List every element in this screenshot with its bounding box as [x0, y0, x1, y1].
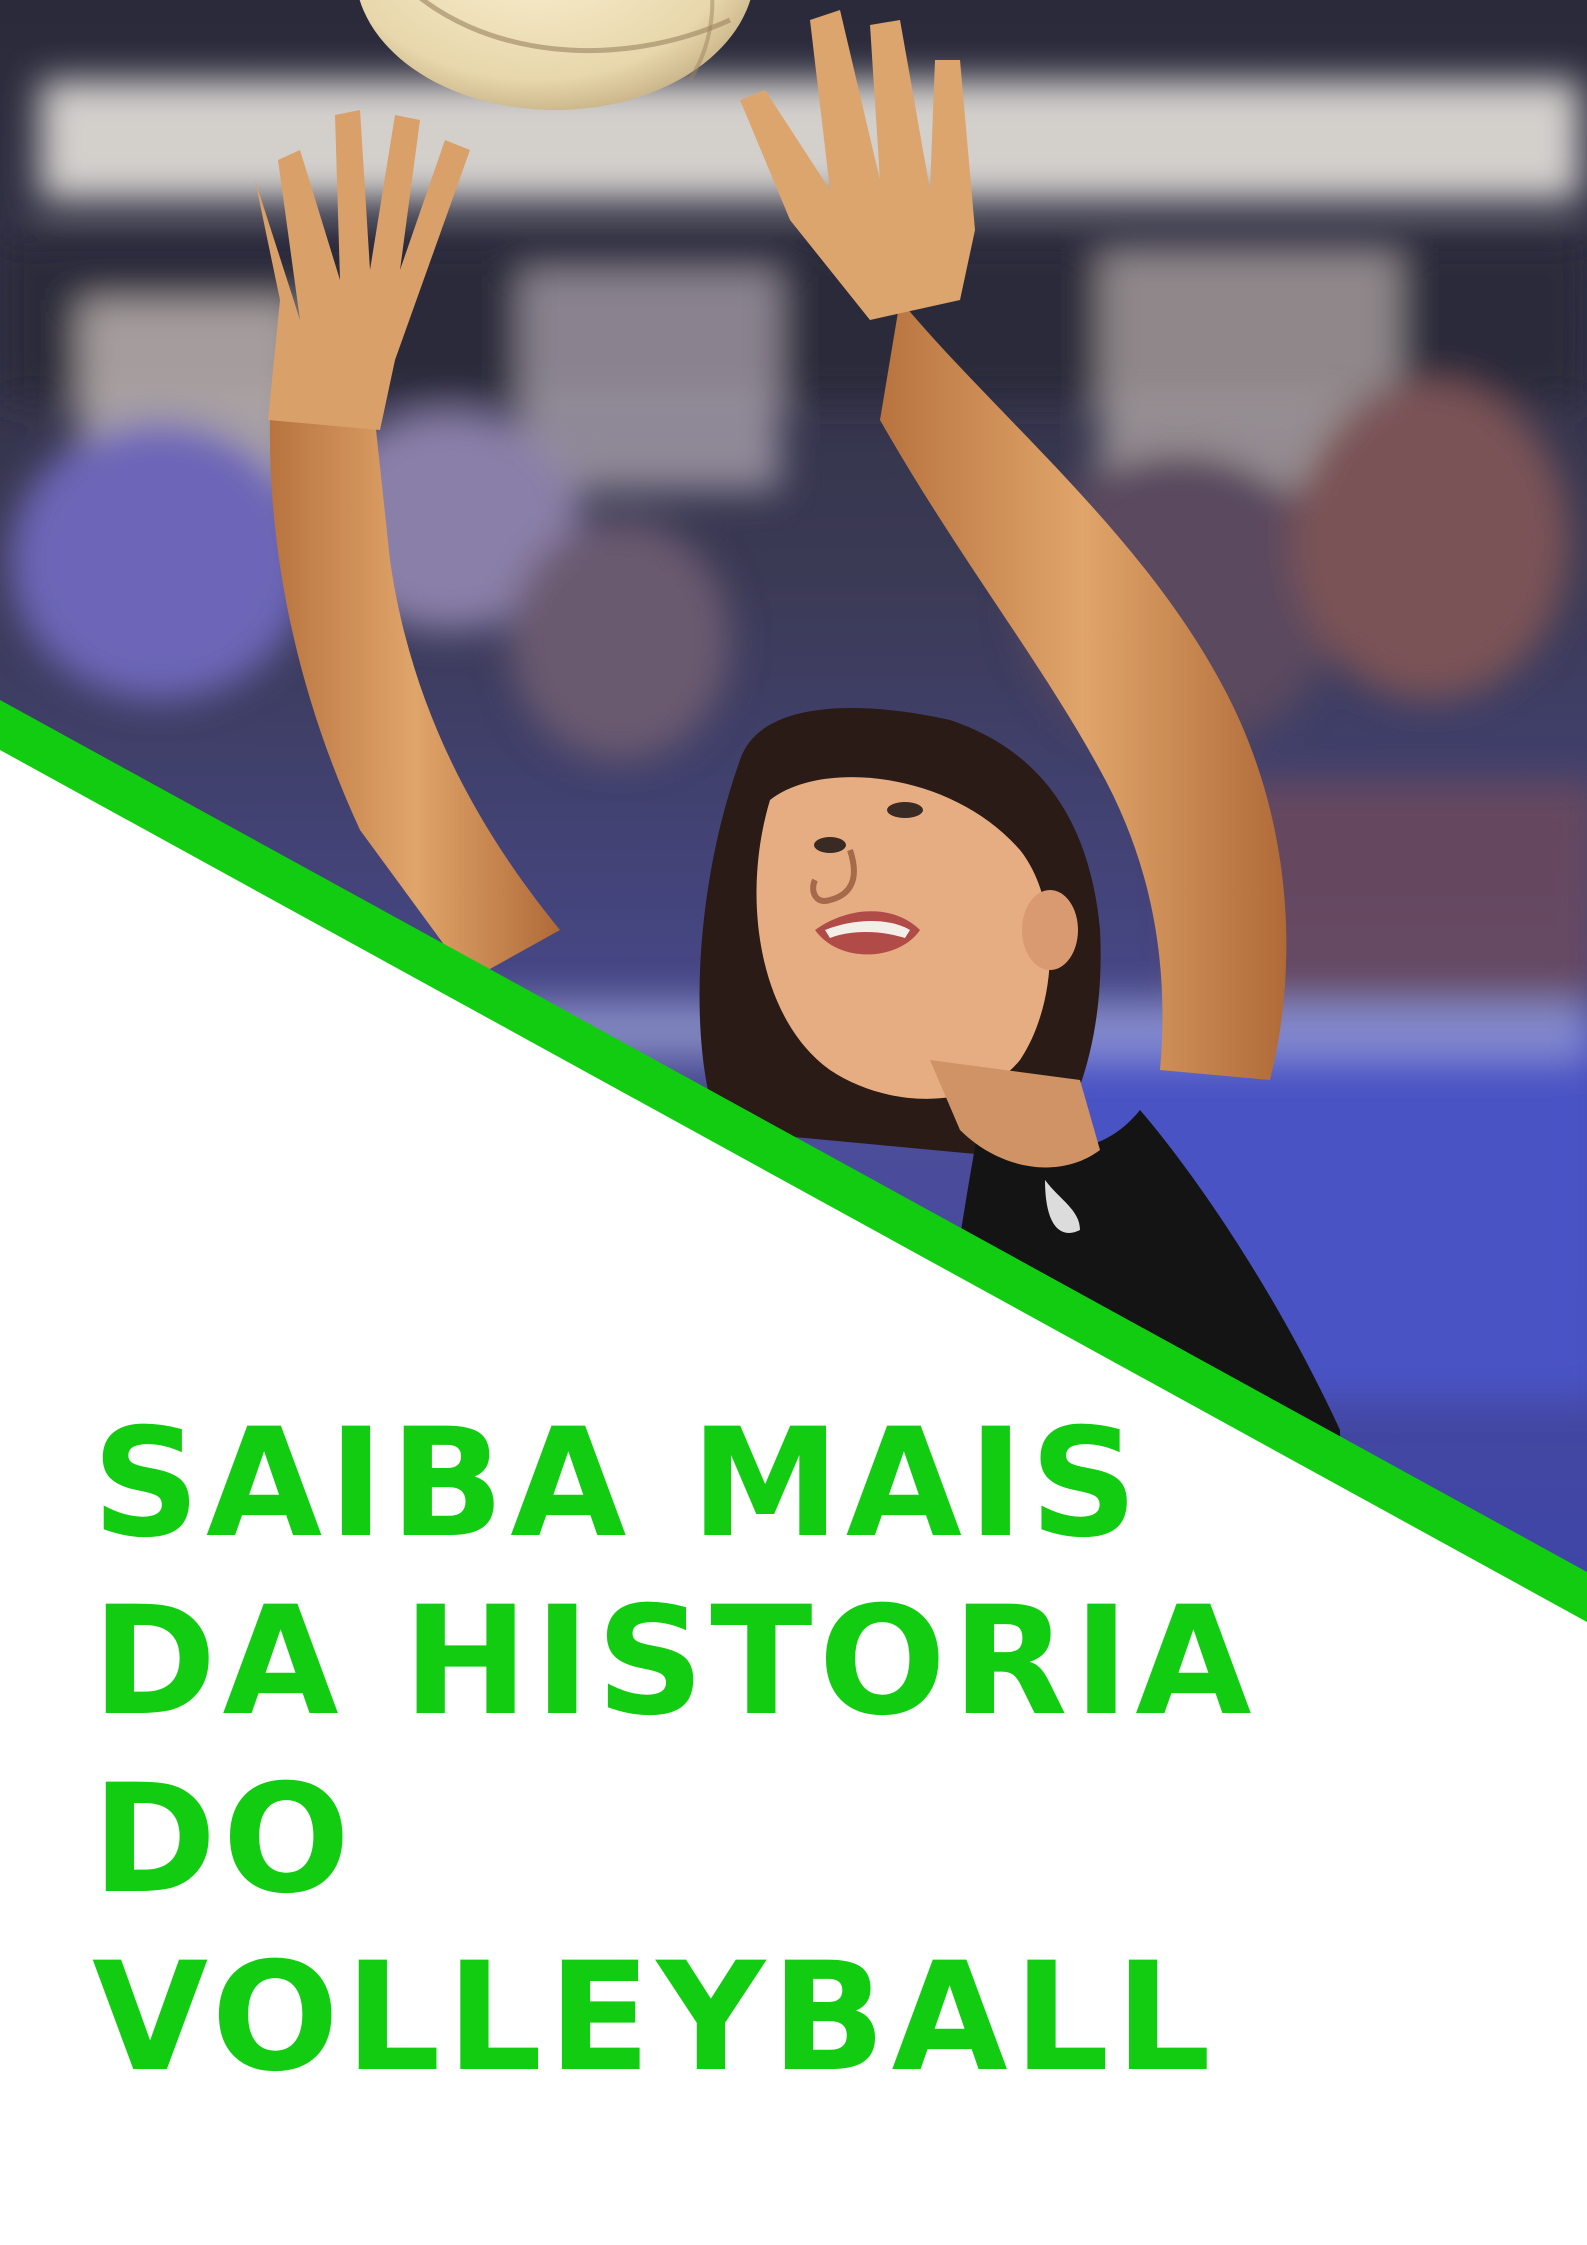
headline-line-1: SAIBA MAIS — [92, 1397, 1144, 1571]
headline-line-3: DO — [92, 1753, 357, 1927]
headline-line-4: VOLLEYBALL — [92, 1931, 1217, 2105]
headline-line-2: DA HISTORIA — [92, 1575, 1258, 1749]
headline — [92, 1395, 1257, 2107]
